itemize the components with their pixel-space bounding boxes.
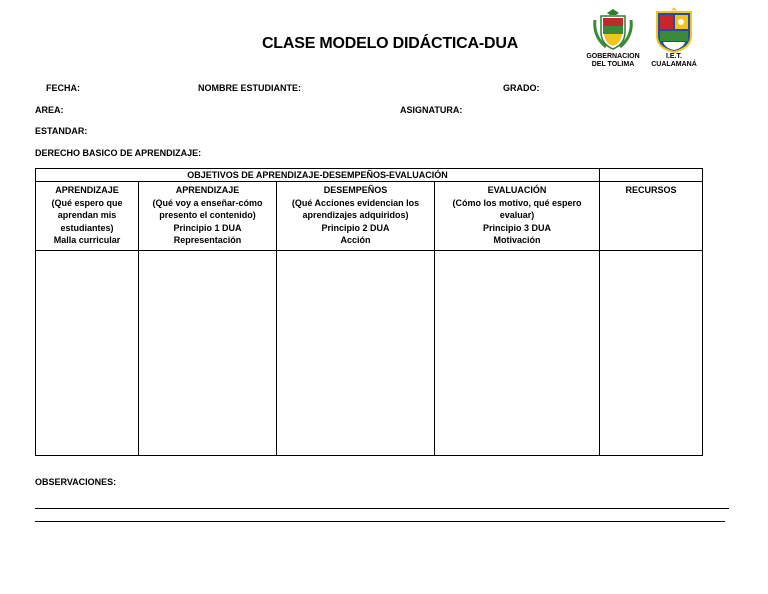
observaciones-line-1[interactable]: [35, 508, 729, 509]
col4-line1: EVALUACIÓN: [487, 185, 547, 195]
observaciones-label: OBSERVACIONES:: [35, 477, 117, 487]
estandar-label: ESTANDAR:: [35, 126, 88, 136]
page-title: CLASE MODELO DIDÁCTICA-DUA: [261, 35, 519, 52]
gobernacion-logo: [592, 6, 634, 52]
column-header-row: [36, 182, 703, 251]
col-evaluacion: [435, 182, 600, 251]
group-header-cell: OBJETIVOS DE APRENDIZAJE-DESEMPEÑOS-EVALUACIÓN: [36, 169, 600, 182]
col3-line5: Acción: [340, 235, 371, 245]
col-recursos: [600, 182, 703, 251]
col-desempenos: [277, 182, 435, 251]
grado-label: GRADO:: [503, 83, 540, 93]
fecha-label: FECHA:: [46, 83, 80, 93]
col2-line3: presento el contenido): [159, 210, 256, 220]
gobernacion-caption: [582, 53, 644, 69]
col-aprendizaje-estudiante: [36, 182, 139, 251]
area-label: AREA:: [35, 105, 64, 115]
asignatura-label: ASIGNATURA:: [400, 105, 463, 115]
observaciones-line-2[interactable]: [35, 521, 725, 522]
col4-line2: (Cómo los motivo, qué espero: [452, 197, 582, 208]
iet-cualamana-logo: [653, 6, 695, 54]
body-cell-evaluacion[interactable]: [435, 251, 600, 456]
group-header-empty-cell: [600, 169, 703, 182]
col1-line4: estudiantes): [60, 222, 114, 233]
nombre-estudiante-label: NOMBRE ESTUDIANTE:: [198, 83, 301, 93]
school-shield-icon: [653, 6, 695, 54]
col2-line5: Representación: [173, 235, 242, 245]
iet-caption-line2: CUALAMANÁ: [651, 61, 697, 68]
body-cell-aprendizaje-docente[interactable]: [139, 251, 277, 456]
col2-line1: APRENDIZAJE: [175, 185, 240, 195]
body-cell-desempenos[interactable]: [277, 251, 435, 456]
tolima-shield-icon: [592, 6, 634, 52]
body-cell-recursos[interactable]: [600, 251, 703, 456]
body-cell-aprendizaje-estudiante[interactable]: [36, 251, 139, 456]
col1-line1: APRENDIZAJE: [55, 185, 119, 195]
col2-line2: (Qué voy a enseñar-cómo: [152, 197, 263, 208]
group-header-row: [36, 169, 703, 182]
col1-line3: aprendan mis: [57, 210, 117, 220]
planning-table: [35, 168, 703, 456]
col4-line3: evaluar): [499, 210, 535, 220]
col3-line1: DESEMPEÑOS: [323, 185, 388, 195]
col-aprendizaje-docente: [139, 182, 277, 251]
iet-caption-line1: I.E.T.: [666, 53, 682, 60]
col4-line5: Motivación: [493, 235, 541, 245]
col1-line5: Malla curricular: [53, 235, 121, 245]
col3-line4: Principio 2 DUA: [321, 222, 390, 233]
col1-line2: (Qué espero que: [51, 197, 123, 208]
table-body-row: [36, 251, 703, 456]
gobernacion-caption-line1: GOBERNACION: [586, 53, 640, 60]
gobernacion-caption-line2: DEL TOLIMA: [591, 61, 635, 68]
col3-line3: aprendizajes adquiridos): [302, 210, 409, 220]
col5-line1: RECURSOS: [625, 185, 677, 195]
col3-line2: (Qué Acciones evidencian los: [291, 197, 420, 208]
derecho-basico-label: DERECHO BASICO DE APRENDIZAJE:: [35, 148, 202, 158]
col4-line4: Principio 3 DUA: [483, 222, 552, 233]
col2-line4: Principio 1 DUA: [173, 222, 242, 233]
iet-caption: [643, 53, 705, 69]
